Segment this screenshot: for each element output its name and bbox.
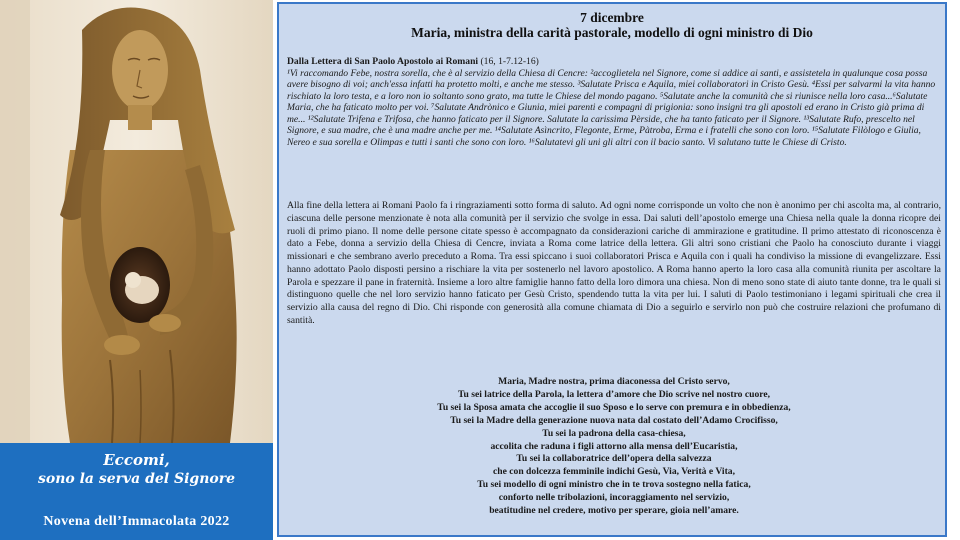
prayer-line: Tu sei la padrona della casa-chiesa, xyxy=(542,427,686,439)
prayer-line: Tu sei la Madre della generazione nuova nata dal costato dell’Adamo Crocifisso, xyxy=(450,414,778,426)
statue-image xyxy=(0,0,273,443)
reading-text: ¹Vi raccomando Febe, nostra sorella, che è al servizio della Chiesa di Cencre: ²accoglietela nel Signore, come si addice ai santi, e assistetela in qualunque cosa possa avere bisogno di voi; anch'essa infatti ha protetto molti, e anche me stesso. ³Salutate Prisca e Aquila, miei collaboratori in Cristo Gesù. ⁴Essi per salvarmi la vita hanno rischiato la loro testa, e a loro non io soltanto sono grato, ma tutte le Chiese del mondo pagano. ⁵Salutate anche la comunità che si riunisce nella loro casa...⁶Salutate Maria, che ha faticato molto per voi. ⁷Salutate Andrònico e Giunia, miei parenti e compagni di prigionia: sono insigni tra gli apostoli ed erano in Cristo già prima di me... ¹²Salutate Trifena e Trifosa, che hanno faticato per il Signore. Salutate la carissima Pèrside, che ha tanto faticato per il Signore. ¹³Salutate Rufo, prescelto nel Signore, e sua madre, che è una madre anche per me. ¹⁴Salutate Asìncrito, Flegonte, Erme, Pàtroba, Erma e i fratelli che sono con loro. ¹⁵Salutate Filòlogo e Giulia, Nereo e sua sorella e Olimpas e tutti i santi che sono con loro. ¹⁶Salutatevi gli uni gli altri con il bacio santo. Vi salutano tutte le Chiese di Cristo. xyxy=(287,67,936,148)
caption-title: Eccomi, xyxy=(103,451,170,469)
text-panel xyxy=(277,2,947,537)
page-title: Maria, ministra della carità pastorale, modello di ogni ministro di Dio xyxy=(411,25,813,40)
prayer-line: Tu sei modello di ogni ministro che in te trova sostegno nella fatica, xyxy=(477,479,751,491)
prayer xyxy=(287,376,941,518)
caption-box xyxy=(0,443,273,540)
prayer-line: Maria, Madre nostra, prima diaconessa del Cristo servo, xyxy=(498,376,730,387)
prayer-line: Tu sei la Sposa amata che accoglie il suo Sposo e lo serve con premura e in obbedienza, xyxy=(437,401,791,413)
prayer-line: Tu sei la collaboratrice dell’opera della salvezza xyxy=(516,453,712,465)
prayer-line: conforto nelle tribolazioni, incoraggiamento nel servizio, xyxy=(498,492,730,504)
caption-novena: Novena dell’Immacolata 2022 xyxy=(43,514,230,529)
scripture-reading xyxy=(287,56,941,148)
reading-source-title: Dalla Lettera di San Paolo Apostolo ai Romani xyxy=(287,56,479,67)
prayer-line: accolita che raduna i figli attorno alla mensa dell’Eucaristia, xyxy=(490,440,738,452)
prayer-line: che con dolcezza femminile indichi Gesù, Via, Verità e Vita, xyxy=(493,466,735,478)
commentary-text: Alla fine della lettera ai Romani Paolo fa i ringraziamenti sotto forma di saluto. Ad ogni nome corrisponde un volto che non è anonimo per chi ascolta ma, al contrario, ciascuna delle persone menzionate è nota alla comunità per il servizio che svolge in essa. Dai saluti dell’apostolo emerge una Chiesa nella quale la donna ricopre dei ruoli di primo piano. Il nome delle persone citate spesso è accompagnato da considerazioni cariche di ammirazione e gratitudine. Il primo attestato di riconoscenza è dato a Febe, donna a servizio della Chiesa di Cencre, inviata a Roma come latrice della lettera. Gli altri sono cristiani che Paolo ha conosciuto durante i viaggi missionari e che sembrano averlo preceduto a Roma. Tra essi spiccano i suoi collaboratori Prisca e Aquila con i quali ha condiviso la missione di evangelizzare. Essi hanno adottato Paolo disposti persino a rischiare la vita per sostenerlo nel lavoro apostolico. A Roma hanno aperto la loro casa alla comunità riunita per ascoltare la Parola e spezzare il pane in fraternità. Insieme a loro altre famiglie hanno fatto della loro dimora una chiesa. Non di meno sono state di aiuto tante donne, tra le quali si distinguono quelle che nel loro servizio hanno faticato per Gesù Cristo, spendendo tutta la vita per lui. I saluti di Paolo testimoniano i legami spirituali che crea il servizio alla causa del regno di Dio. Chi risponde con generosità alla comune chiamata di Dio a seguirlo e servirlo non può che costruire relazioni che profumano di santità. xyxy=(287,200,941,326)
left-panel xyxy=(0,0,273,540)
caption-subtitle: sono la serva del Signore xyxy=(37,471,236,487)
prayer-line: Tu sei latrice della Parola, la lettera d’amore che Dio scrive nel nostro cuore, xyxy=(457,388,770,400)
reading-source-ref: (16, 1-7.12-16) xyxy=(478,56,539,67)
prayer-line: beatitudine nel credere, motivo per sperare, gioia nell’amare. xyxy=(489,505,739,517)
page-date: 7 dicembre xyxy=(580,10,644,25)
